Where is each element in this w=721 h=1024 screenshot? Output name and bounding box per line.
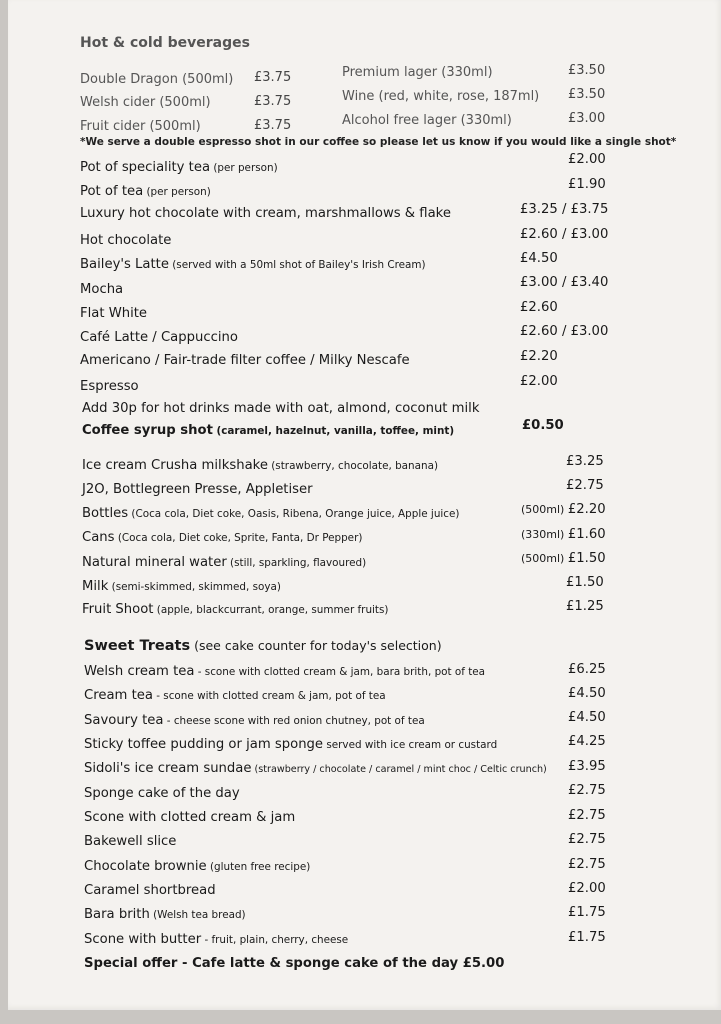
- menu-item: [84, 883, 216, 898]
- item-name: Luxury hot chocolate with cream, marshmallows & flake: [80, 206, 451, 221]
- item-price-value: £2.20: [567, 502, 606, 517]
- item-name: Mocha: [80, 282, 124, 297]
- item-note: (served with a 50ml shot of Bailey's Irish Cream): [168, 259, 426, 271]
- top-right-item-name: Premium lager (330ml): [342, 65, 493, 80]
- item-note: (caramel, hazelnut, vanilla, toffee, mint): [212, 425, 455, 437]
- menu-item: [80, 282, 123, 297]
- item-name: Bakewell slice: [84, 834, 177, 849]
- item-price-value: £1.60: [567, 527, 606, 542]
- item-note: - scone with clotted cream & jam, pot of tea: [152, 690, 386, 702]
- item-name: Americano / Fair-trade filter coffee / Milky Nescafe: [80, 353, 410, 368]
- menu-item: [84, 786, 240, 801]
- menu-item: [82, 506, 459, 521]
- menu-item: [84, 737, 497, 752]
- top-right-item-price: £3.00: [568, 111, 606, 126]
- item-price: £3.00 / £3.40: [520, 275, 609, 290]
- menu-item: [80, 206, 451, 221]
- item-price-value: £1.25: [566, 599, 604, 614]
- item-note: (strawberry / chocolate / caramel / mint choc / Celtic crunch): [251, 764, 547, 775]
- item-price: £2.75: [568, 783, 606, 798]
- item-price: £3.95: [568, 759, 606, 774]
- item-note: (still, sparkling, flavoured): [226, 557, 367, 569]
- item-note: - cheese scone with red onion chutney, pot of tea: [163, 715, 425, 727]
- menu-page: [8, 0, 721, 1010]
- item-name: Chocolate brownie: [84, 859, 207, 874]
- item-price-value: £1.50: [567, 551, 606, 566]
- item-name: Sticky toffee pudding or jam sponge: [84, 737, 324, 752]
- item-price: £2.00: [520, 374, 558, 389]
- item-name: Bailey's Latte: [80, 257, 169, 272]
- item-price-value: £1.50: [566, 575, 604, 590]
- menu-item: [84, 932, 348, 947]
- item-price: £2.75: [568, 857, 606, 872]
- menu-item: [84, 713, 425, 728]
- item-name: Scone with clotted cream & jam: [84, 810, 296, 825]
- item-price-value: £3.25: [566, 454, 604, 469]
- menu-item: [82, 458, 438, 473]
- add-milk-note: Add 30p for hot drinks made with oat, almond, coconut milk: [82, 401, 480, 416]
- menu-item: [84, 907, 246, 922]
- top-left-item-price: £3.75: [254, 70, 292, 85]
- item-name: Pot of speciality tea: [80, 160, 211, 175]
- espresso-note: *We serve a double espresso shot in our coffee so please let us know if you would like a single shot*: [80, 136, 677, 148]
- menu-item: [84, 859, 310, 874]
- menu-item: [80, 379, 139, 394]
- item-name: Natural mineral water: [82, 555, 227, 570]
- menu-item: [80, 306, 147, 321]
- item-size: (500ml): [521, 503, 568, 516]
- item-price: £2.20: [520, 349, 558, 364]
- item-price: £2.60 / £3.00: [520, 324, 609, 339]
- item-name: Sponge cake of the day: [84, 786, 240, 801]
- syrup-item: [82, 423, 454, 438]
- item-note: (gluten free recipe): [206, 861, 311, 873]
- menu-item: [82, 482, 313, 497]
- section-title: Sweet Treats: [84, 638, 191, 654]
- item-name: Coffee syrup shot: [82, 423, 213, 438]
- item-name: Sidoli's ice cream sundae: [84, 761, 252, 776]
- item-size: (330ml): [521, 528, 568, 541]
- item-note: - fruit, plain, cherry, cheese: [201, 934, 349, 946]
- menu-item: [82, 579, 281, 594]
- top-left-item-price: £3.75: [254, 118, 292, 133]
- top-right-item-price: £3.50: [568, 63, 606, 78]
- item-name: Cans: [82, 530, 115, 545]
- top-left-item-name: Fruit cider (500ml): [80, 119, 201, 134]
- menu-item: [82, 530, 362, 545]
- item-price: £3.25 / £3.75: [520, 202, 609, 217]
- item-name: Fruit Shoot: [82, 602, 154, 617]
- item-price: £2.00: [568, 881, 606, 896]
- item-price: £2.60 / £3.00: [520, 227, 609, 242]
- menu-item: [80, 233, 171, 248]
- menu-item: [80, 160, 278, 175]
- item-note: - scone with clotted cream & jam, bara brith, pot of tea: [194, 666, 486, 678]
- menu-item: [80, 353, 410, 368]
- item-price: £2.00: [568, 152, 606, 167]
- item-price: £4.50: [568, 686, 606, 701]
- item-name: Caramel shortbread: [84, 883, 216, 898]
- item-name: Ice cream Crusha milkshake: [82, 458, 268, 473]
- item-note: served with ice cream or custard: [323, 739, 498, 751]
- item-note: (Welsh tea bread): [149, 909, 246, 921]
- item-size: (500ml): [521, 552, 568, 565]
- item-name: Cream tea: [84, 688, 153, 703]
- item-name: Scone with butter: [84, 932, 202, 947]
- item-price: £1.75: [568, 930, 606, 945]
- top-left-item-price: £3.75: [254, 94, 292, 109]
- menu-item: [80, 184, 211, 199]
- item-name: Flat White: [80, 306, 148, 321]
- item-name: Café Latte / Cappuccino: [80, 330, 238, 345]
- item-name: Savoury tea: [84, 713, 164, 728]
- beverages-heading: Hot & cold beverages: [80, 35, 250, 51]
- item-price: [566, 478, 604, 493]
- item-price: [521, 502, 606, 517]
- item-note: (per person): [210, 162, 278, 174]
- item-price-value: £2.75: [566, 478, 604, 493]
- menu-item: [82, 555, 366, 570]
- item-price: [521, 527, 606, 542]
- top-right-item-name: Alcohol free lager (330ml): [342, 113, 512, 128]
- top-left-item-name: Welsh cider (500ml): [80, 95, 211, 110]
- item-price: [521, 551, 606, 566]
- menu-item: [82, 602, 388, 617]
- item-name: Bottles: [82, 506, 129, 521]
- item-note: (apple, blackcurrant, orange, summer fruits): [153, 604, 389, 616]
- menu-item: [84, 688, 386, 703]
- item-price: £2.75: [568, 832, 606, 847]
- item-price: £2.60: [520, 300, 558, 315]
- item-price: £1.90: [568, 177, 606, 192]
- item-name: Bara brith: [84, 907, 150, 922]
- item-name: Pot of tea: [80, 184, 144, 199]
- top-right-item-name: Wine (red, white, rose, 187ml): [342, 89, 540, 104]
- sweet-treats-heading: [84, 638, 442, 654]
- top-left-item-name: Double Dragon (500ml): [80, 72, 234, 87]
- item-price: £4.50: [520, 251, 558, 266]
- item-name: Welsh cream tea: [84, 664, 195, 679]
- item-note: (semi-skimmed, skimmed, soya): [108, 581, 281, 593]
- menu-item: [80, 330, 238, 345]
- special-offer: Special offer - Cafe latte & sponge cake of the day £5.00: [84, 956, 505, 971]
- menu-item: [84, 761, 547, 776]
- menu-item: [84, 834, 176, 849]
- item-name: Espresso: [80, 379, 139, 394]
- item-note: (Coca cola, Diet coke, Oasis, Ribena, Orange juice, Apple juice): [128, 508, 460, 520]
- item-name: J2O, Bottlegreen Presse, Appletiser: [82, 482, 313, 497]
- item-note: (strawberry, chocolate, banana): [267, 460, 439, 472]
- menu-item: [80, 257, 426, 272]
- menu-item: [84, 810, 295, 825]
- top-right-item-price: £3.50: [568, 87, 606, 102]
- item-price: £2.75: [568, 808, 606, 823]
- item-price: £1.75: [568, 905, 606, 920]
- menu-item: [84, 664, 485, 679]
- item-name: Hot chocolate: [80, 233, 172, 248]
- item-note: (Coca cola, Diet coke, Sprite, Fanta, Dr Pepper): [114, 532, 363, 544]
- item-price: £6.25: [568, 662, 606, 677]
- section-note: (see cake counter for today's selection): [190, 638, 442, 653]
- item-price: [566, 599, 604, 614]
- item-price: £0.50: [522, 418, 564, 433]
- item-note: (per person): [143, 186, 211, 198]
- item-price: [566, 454, 604, 469]
- item-name: Milk: [82, 579, 109, 594]
- item-price: [566, 575, 604, 590]
- item-price: £4.25: [568, 734, 606, 749]
- item-price: £4.50: [568, 710, 606, 725]
